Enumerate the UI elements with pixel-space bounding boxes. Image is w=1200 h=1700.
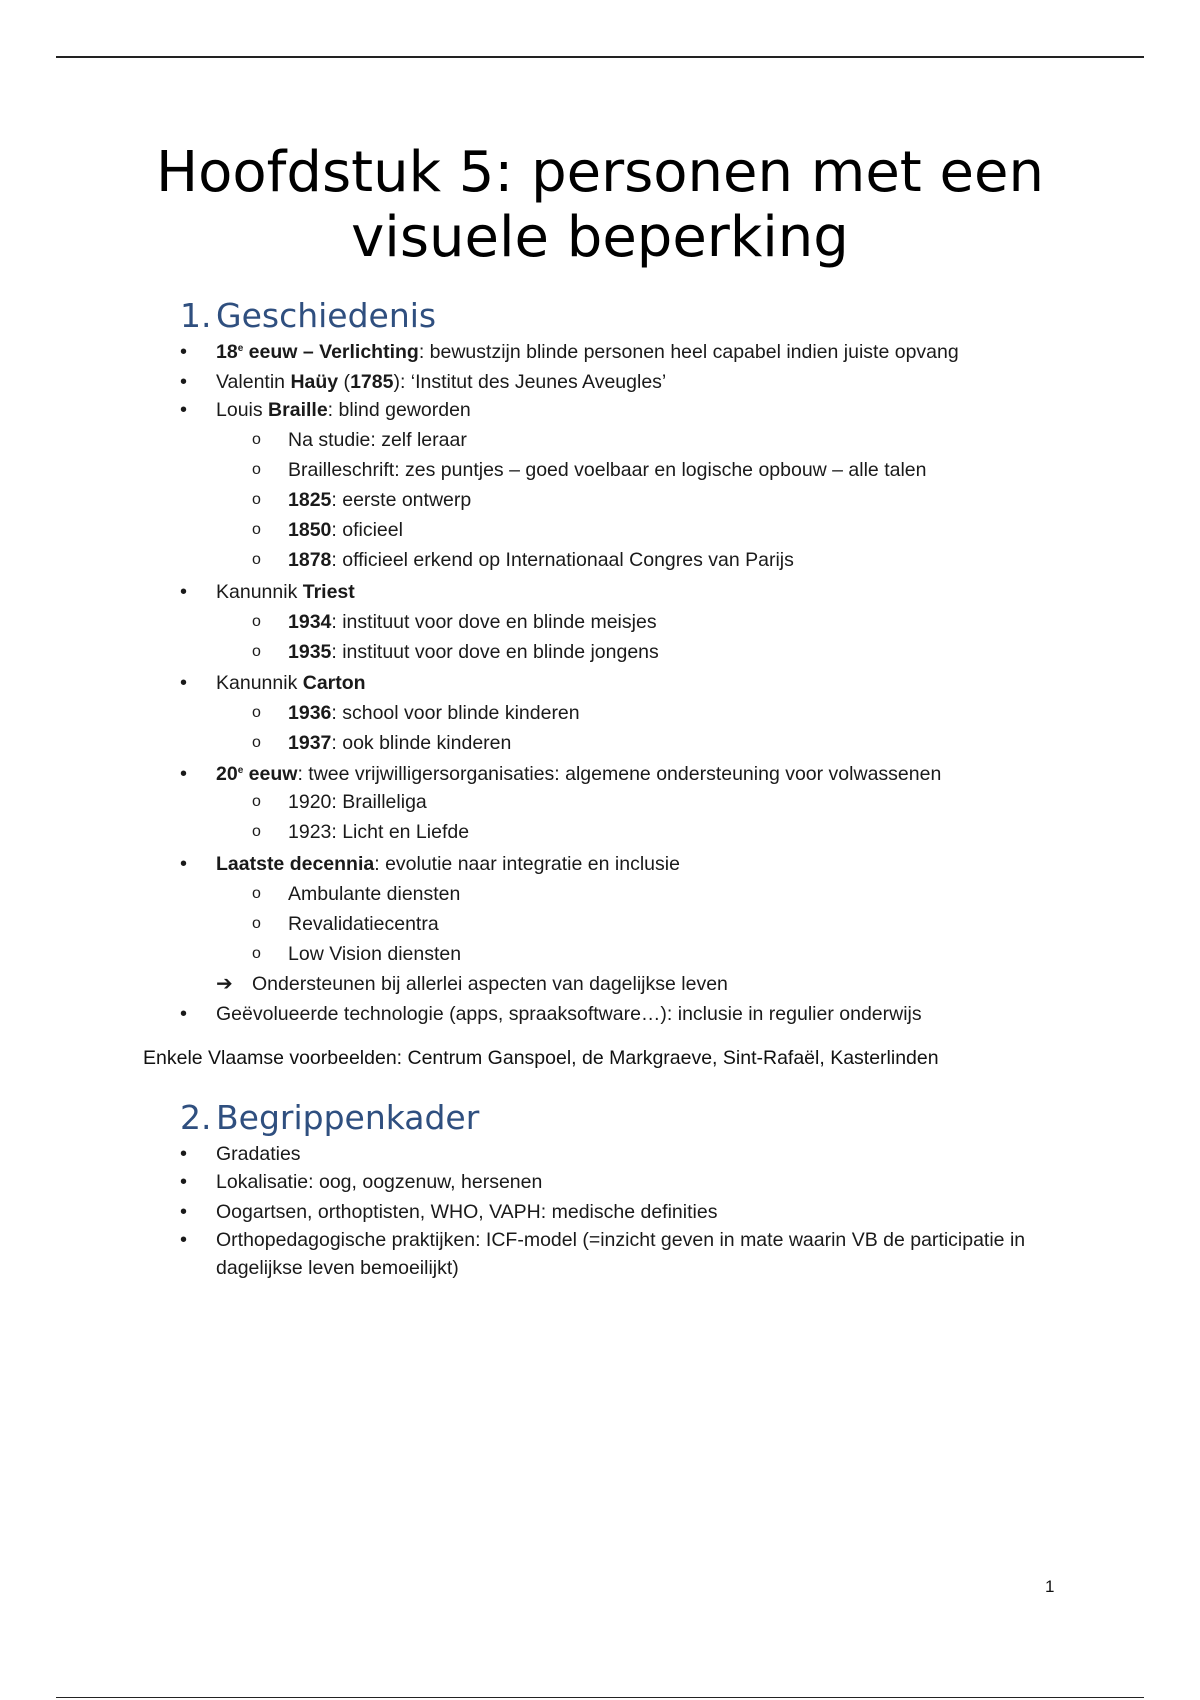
item-text: 1825: eerste ontwerp xyxy=(288,489,472,511)
bullet-icon: • xyxy=(180,341,188,363)
item-text: 1923: Licht en Liefde xyxy=(288,821,470,843)
item-text: Kanunnik Triest xyxy=(216,581,355,603)
bullet-icon: • xyxy=(180,1171,188,1193)
item-text: 1850: oficieel xyxy=(288,519,403,541)
sub-bullet-icon: o xyxy=(252,521,261,538)
section-heading-begrippenkader xyxy=(180,1098,479,1138)
section-heading-geschiedenis xyxy=(180,296,436,336)
sub-bullet-icon: o xyxy=(252,461,261,478)
sub-bullet-icon: o xyxy=(252,945,261,962)
item-text: 1920: Brailleliga xyxy=(288,791,427,813)
title-line-2: visuele beperking xyxy=(351,205,849,270)
item-text: Geëvolueerde technologie (apps, spraaksoftware…): inclusie in regulier onderwijs xyxy=(216,1003,922,1025)
sub-bullet-icon: o xyxy=(252,734,261,751)
sub-bullet-icon: o xyxy=(252,491,261,508)
sub-bullet-icon: o xyxy=(252,551,261,568)
bullet-icon: • xyxy=(180,763,188,785)
bullet-icon: • xyxy=(180,1229,188,1251)
item-text: 20e eeuw: twee vrijwilligersorganisaties: algemene ondersteuning voor volwassenen xyxy=(216,763,942,785)
item-text: 1934: instituut voor dove en blinde meisjes xyxy=(288,611,657,633)
item-text: Gradaties xyxy=(216,1143,301,1165)
section-title: Geschiedenis xyxy=(216,296,437,335)
item-text: Low Vision diensten xyxy=(288,943,462,965)
sub-bullet-icon: o xyxy=(252,613,261,630)
examples-paragraph: Enkele Vlaamse voorbeelden: Centrum Ganspoel, de Markgraeve, Sint-Rafaël, Kasterlinden xyxy=(143,1047,939,1069)
item-text: Revalidatiecentra xyxy=(288,913,439,935)
section-title: Begrippenkader xyxy=(216,1098,480,1137)
item-text: Lokalisatie: oog, oogzenuw, hersenen xyxy=(216,1171,543,1193)
bullet-icon: • xyxy=(180,399,188,421)
sub-bullet-icon: o xyxy=(252,915,261,932)
bullet-icon: • xyxy=(180,1201,188,1223)
section-number: 1. xyxy=(180,296,212,335)
item-text: Na studie: zelf leraar xyxy=(288,429,467,451)
bullet-icon: • xyxy=(180,1003,188,1025)
item-text: 1937: ook blinde kinderen xyxy=(288,732,512,754)
item-text: Valentin Haüy (1785): ‘Institut des Jeunes Aveugles’ xyxy=(216,371,667,393)
sub-bullet-icon: o xyxy=(252,431,261,448)
bullet-icon: • xyxy=(180,581,188,603)
bullet-icon: • xyxy=(180,853,188,875)
item-text: 18e eeuw – Verlichting: bewustzijn blinde personen heel capabel indien juiste opvang xyxy=(216,341,959,363)
item-text: Ambulante diensten xyxy=(288,883,461,905)
sub-bullet-icon: o xyxy=(252,704,261,721)
top-rule xyxy=(56,56,1144,58)
section-number: 2. xyxy=(180,1098,212,1137)
item-text: 1936: school voor blinde kinderen xyxy=(288,702,580,724)
sub-bullet-icon: o xyxy=(252,643,261,660)
bullet-icon: • xyxy=(180,672,188,694)
arrow-right-icon: ➔ xyxy=(216,973,233,995)
sub-bullet-icon: o xyxy=(252,823,261,840)
item-text: 1878: officieel erkend op Internationaal Congres van Parijs xyxy=(288,549,794,571)
item-text: Ondersteunen bij allerlei aspecten van dagelijkse leven xyxy=(252,973,728,995)
item-text: Laatste decennia: evolutie naar integratie en inclusie xyxy=(216,853,680,875)
item-text: Brailleschrift: zes puntjes – goed voelbaar en logische opbouw – alle talen xyxy=(288,459,927,481)
item-text: Orthopedagogische praktijken: ICF-model (=inzicht geven in mate waarin VB de participatie in dagelijkse leven bemoeilijkt) xyxy=(216,1229,1026,1279)
sub-bullet-icon: o xyxy=(252,885,261,902)
item-text: Oogartsen, orthoptisten, WHO, VAPH: medische definities xyxy=(216,1201,718,1223)
page-title xyxy=(100,140,1100,270)
title-line-1: Hoofdstuk 5: personen met een xyxy=(156,140,1044,205)
sub-bullet-icon: o xyxy=(252,793,261,810)
item-text: 1935: instituut voor dove en blinde jongens xyxy=(288,641,659,663)
page-number: 1 xyxy=(1045,1577,1055,1596)
bullet-icon: • xyxy=(180,371,188,393)
bullet-icon: • xyxy=(180,1143,188,1165)
bottom-rule xyxy=(56,1697,1144,1698)
item-text: Kanunnik Carton xyxy=(216,672,366,694)
item-text: Louis Braille: blind geworden xyxy=(216,399,471,421)
